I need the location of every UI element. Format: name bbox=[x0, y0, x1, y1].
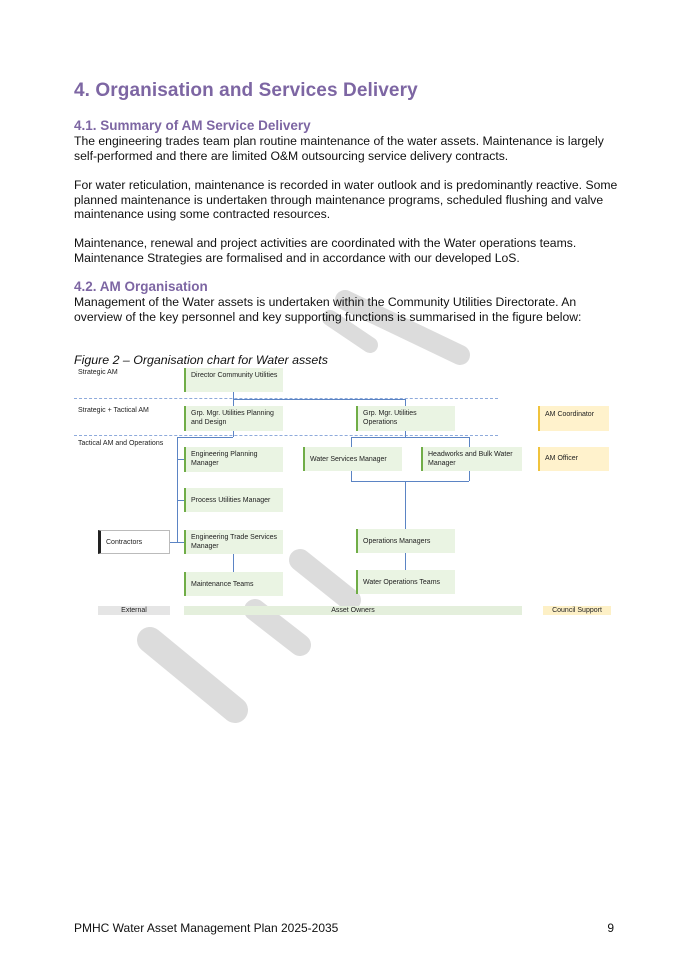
connector-line bbox=[177, 500, 184, 501]
connector-line bbox=[405, 399, 406, 406]
paragraph-summary-2: For water reticulation, maintenance is recorded in water outlook and is predominantly reactive. Some planned maintenance is undertaken through maintenance programs, scheduled flushing and valve maintenance using some contracted resources. bbox=[74, 178, 618, 222]
connector-line bbox=[233, 554, 234, 572]
tier-label-tactical-operations: Tactical AM and Operations bbox=[78, 440, 164, 447]
org-box-water-operations-teams: Water Operations Teams bbox=[356, 570, 455, 594]
connector-line bbox=[233, 399, 405, 400]
footer-document-title: PMHC Water Asset Management Plan 2025-2035 bbox=[74, 921, 339, 935]
org-box-process-utilities-manager: Process Utilities Manager bbox=[184, 488, 283, 512]
footer-page-number: 9 bbox=[607, 921, 614, 935]
paragraph-summary-3: Maintenance, renewal and project activities are coordinated with the Water operations teams. Maintenance Strategies are formalised and in accordance with our developed LoS. bbox=[74, 236, 577, 265]
org-box-operations-managers: Operations Managers bbox=[356, 529, 455, 553]
section-title: 4. Organisation and Services Delivery bbox=[74, 80, 418, 101]
tier-label-strategic: Strategic AM bbox=[78, 369, 118, 376]
org-box-director-community-utilities: Director Community Utilities bbox=[184, 368, 283, 392]
subsection-heading-organisation: 4.2. AM Organisation bbox=[74, 279, 208, 294]
subsection-heading-summary: 4.1. Summary of AM Service Delivery bbox=[74, 118, 311, 133]
connector-line bbox=[170, 542, 184, 543]
connector-line bbox=[233, 431, 234, 437]
org-box-am-officer: AM Officer bbox=[538, 447, 609, 471]
legend-council-support: Council Support bbox=[543, 606, 611, 615]
org-box-maintenance-teams: Maintenance Teams bbox=[184, 572, 283, 596]
paragraph-summary-1: The engineering trades team plan routine maintenance of the water assets. Maintenance is largely self-performed and there are limited O&M outsourcing service delivery contracts. bbox=[74, 134, 604, 163]
connector-line bbox=[177, 437, 233, 438]
org-box-grp-mgr-operations: Grp. Mgr. Utilities Operations bbox=[356, 406, 455, 431]
figure-caption: Figure 2 – Organisation chart for Water assets bbox=[74, 353, 328, 367]
connector-line bbox=[177, 437, 178, 542]
org-box-contractors: Contractors bbox=[98, 530, 170, 554]
connector-line bbox=[177, 459, 184, 460]
paragraph-organisation-1: Management of the Water assets is undertaken within the Community Utilities Directorate. An overview of the key personnel and key supporting functions is summarised in the figure below: bbox=[74, 295, 582, 324]
org-box-am-coordinator: AM Coordinator bbox=[538, 406, 609, 431]
tier-label-strategic-tactical: Strategic + Tactical AM bbox=[78, 407, 149, 414]
legend-external: External bbox=[98, 606, 170, 615]
connector-line bbox=[351, 437, 469, 438]
connector-line bbox=[405, 553, 406, 570]
legend-asset-owners: Asset Owners bbox=[184, 606, 522, 615]
org-box-engineering-planning-manager: Engineering Planning Manager bbox=[184, 447, 283, 472]
org-box-headworks-bulk-water-manager: Headworks and Bulk Water Manager bbox=[421, 447, 522, 471]
org-box-grp-mgr-planning-design: Grp. Mgr. Utilities Planning and Design bbox=[184, 406, 283, 431]
connector-line bbox=[351, 481, 469, 482]
org-box-water-services-manager: Water Services Manager bbox=[303, 447, 402, 471]
tier-divider bbox=[74, 435, 498, 436]
connector-line bbox=[405, 481, 406, 529]
org-box-engineering-trade-services-manager: Engineering Trade Services Manager bbox=[184, 530, 283, 554]
